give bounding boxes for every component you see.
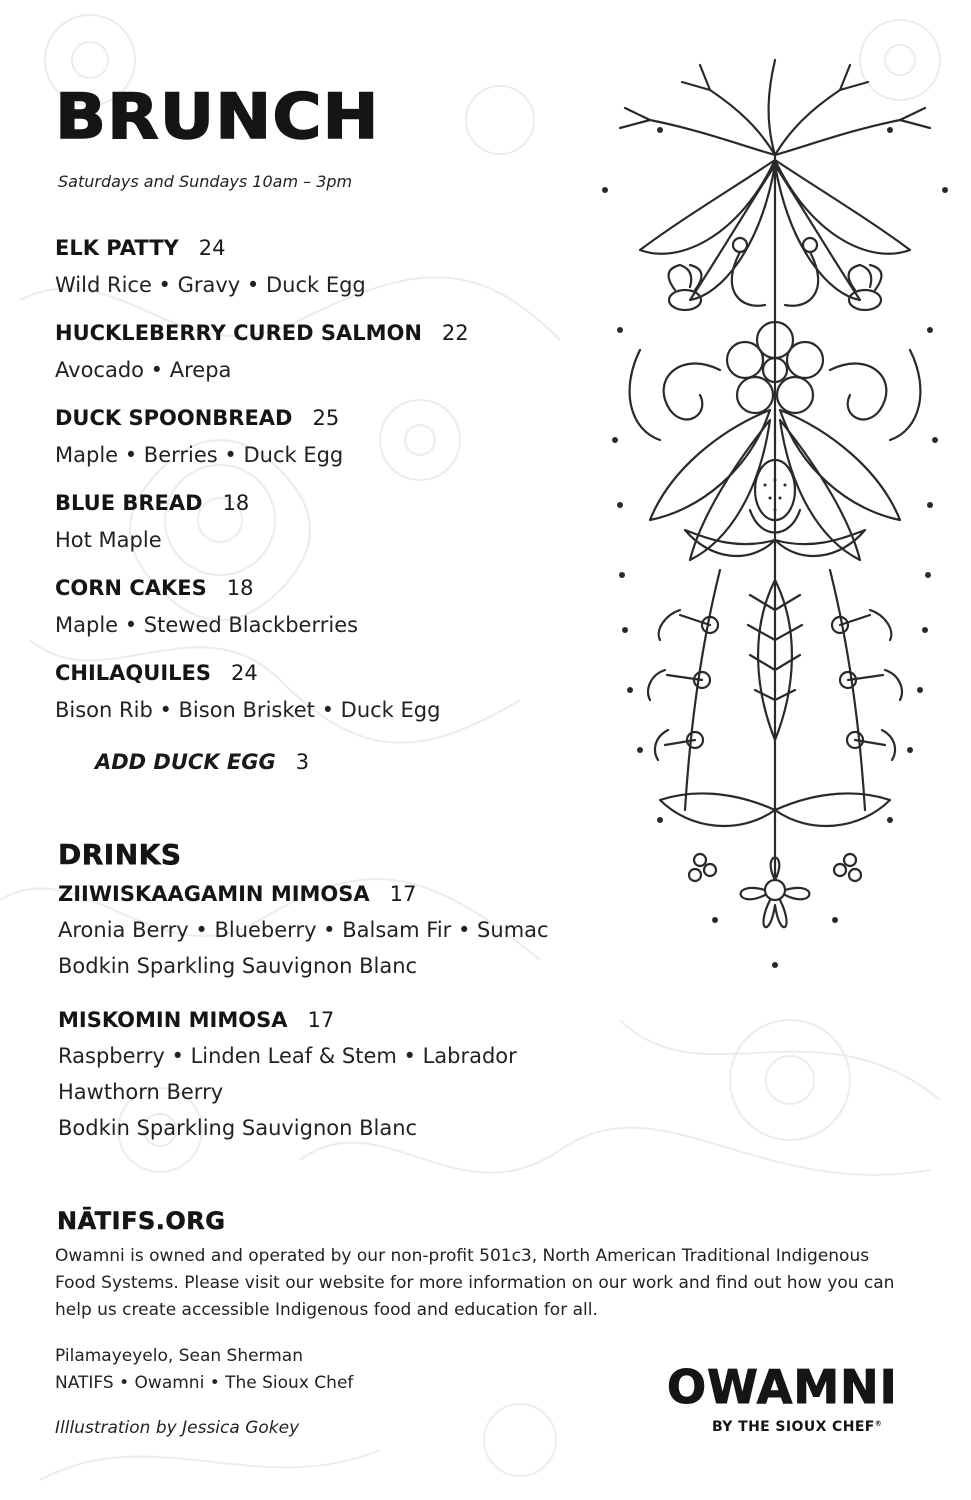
service-hours: Saturdays and Sundays 10am – 3pm xyxy=(58,172,353,191)
addon-line xyxy=(95,750,309,774)
drink-name-line xyxy=(58,882,416,906)
menu-item-price: 18 xyxy=(222,491,250,515)
menu-item-price: 18 xyxy=(226,576,254,600)
org-description: Owamni is owned and operated by our non-profit 501c3, North American Traditional Indigenous Food Systems. Please visit our website for more information on our work and find out how you can help us create accessible Indigenous food and education for all. xyxy=(55,1246,895,1320)
menu-item-price: 22 xyxy=(441,321,469,345)
drink-price: 17 xyxy=(389,882,417,906)
drink-desc-line: Raspberry • Linden Leaf & Stem • Labrador xyxy=(58,1044,517,1068)
menu-item-name-line xyxy=(55,661,258,685)
logo-tagline-text: BY THE SIOUX CHEF xyxy=(712,1419,875,1435)
menu-item-desc: Maple • Stewed Blackberries xyxy=(55,613,359,637)
menu-item-desc: Hot Maple xyxy=(55,528,162,552)
drink-desc-line: Bodkin Sparkling Sauvignon Blanc xyxy=(58,1116,418,1140)
menu-item-name-line xyxy=(55,406,339,430)
menu-item-name: HUCKLEBERRY CURED SALMON xyxy=(55,321,422,345)
menu-item-price: 24 xyxy=(231,661,258,685)
menu-item-name-line xyxy=(55,236,225,260)
menu-item-desc: Wild Rice • Gravy • Duck Egg xyxy=(55,273,366,297)
menu-item-desc: Bison Rib • Bison Brisket • Duck Egg xyxy=(55,698,441,722)
logo-tagline xyxy=(712,1419,882,1435)
owamni-logo: OWAMNI xyxy=(667,1360,898,1414)
menu-item-name: DUCK SPOONBREAD xyxy=(55,406,293,430)
menu-item-name-line xyxy=(55,576,253,600)
floral-column-illustration-icon xyxy=(590,50,960,980)
menu-item-name-line xyxy=(55,491,249,515)
menu-item-price: 25 xyxy=(312,406,340,430)
menu-item-price: 24 xyxy=(198,236,226,260)
menu-item-name: CORN CAKES xyxy=(55,576,207,600)
menu-item-name: ELK PATTY xyxy=(55,236,179,260)
signature-orgs: NATIFS • Owamni • The Sioux Chef xyxy=(55,1373,354,1393)
drink-name-line xyxy=(58,1008,334,1032)
drink-name: MISKOMIN MIMOSA xyxy=(58,1008,288,1032)
drink-desc-line: Aronia Berry • Blueberry • Balsam Fir • Sumac xyxy=(58,918,549,942)
drinks-heading: DRINKS xyxy=(58,838,182,871)
drink-desc-line: Hawthorn Berry xyxy=(58,1080,224,1104)
menu-item-name: CHILAQUILES xyxy=(55,661,212,685)
org-website: NĀTIFS.ORG xyxy=(57,1207,226,1235)
signature-line: Pilamayeyelo, Sean Sherman xyxy=(55,1346,304,1366)
menu-item-name: BLUE BREAD xyxy=(55,491,203,515)
addon-name: ADD DUCK EGG xyxy=(95,750,276,774)
page-title: BRUNCH xyxy=(55,80,380,153)
menu-item-name-line xyxy=(55,321,469,345)
logo-trademark: ® xyxy=(874,1419,883,1428)
menu-item-desc: Maple • Berries • Duck Egg xyxy=(55,443,344,467)
illustration-credit: Illlustration by Jessica Gokey xyxy=(55,1418,300,1438)
addon-price: 3 xyxy=(295,750,310,774)
drink-name: ZIIWISKAAGAMIN MIMOSA xyxy=(58,882,370,906)
drink-desc-line: Bodkin Sparkling Sauvignon Blanc xyxy=(58,954,418,978)
menu-item-desc: Avocado • Arepa xyxy=(55,358,232,382)
drink-price: 17 xyxy=(307,1008,335,1032)
